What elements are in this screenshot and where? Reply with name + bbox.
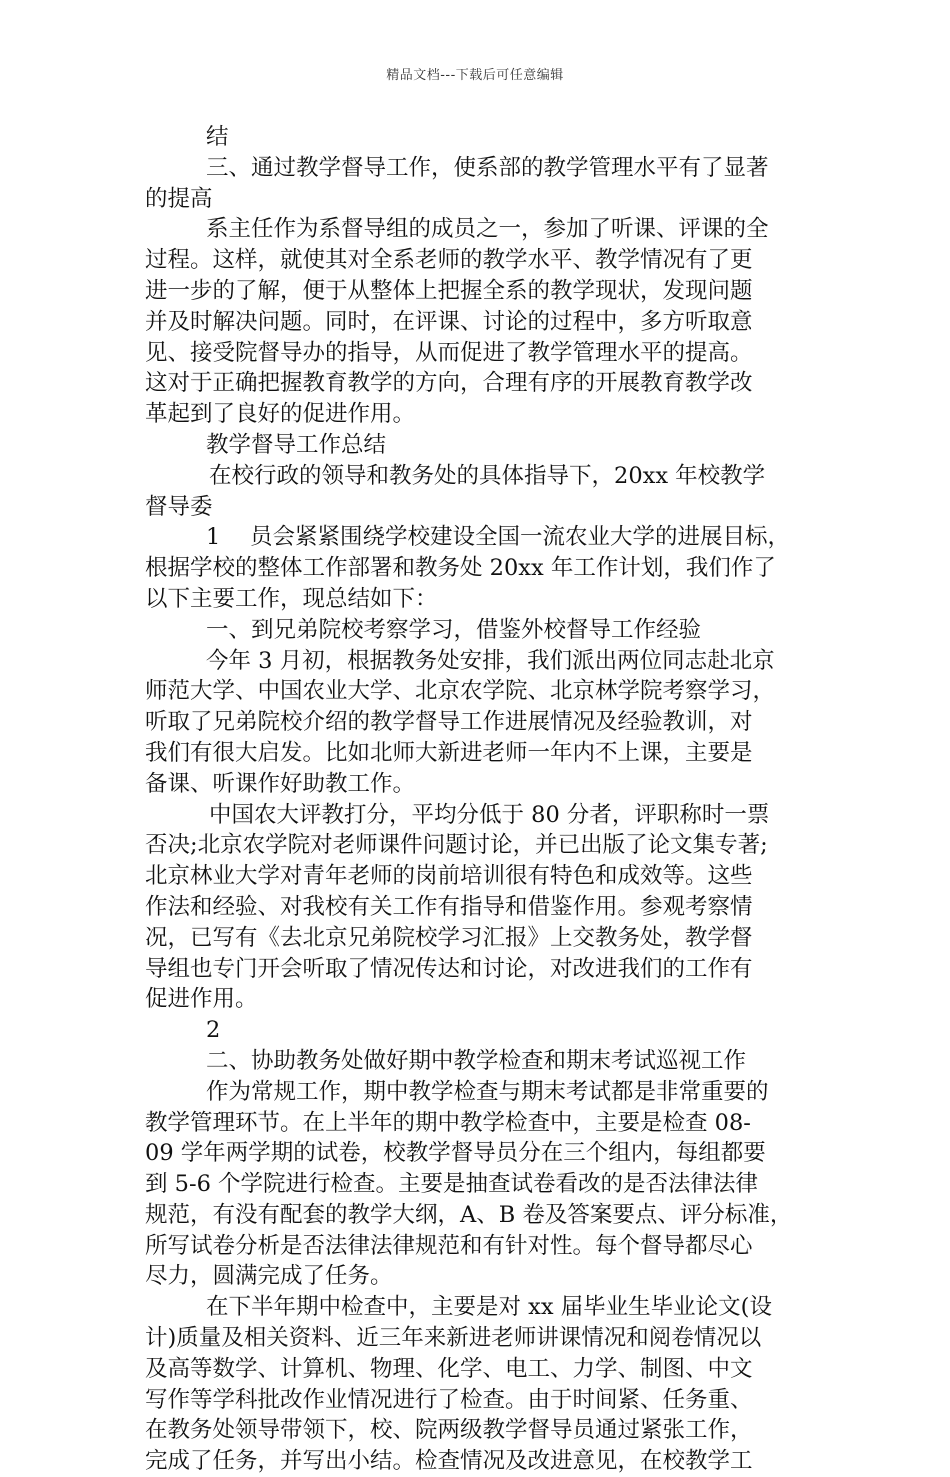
text-line: 作为常规工作，期中教学检查与期末考试都是非常重要的 (206, 1078, 769, 1105)
text-line: 三、通过教学督导工作，使系部的教学管理水平有了显著 (206, 154, 769, 181)
text-line: 北京林业大学对青年老师的岗前培训很有特色和成效等。这些 (145, 863, 753, 890)
text-line: 在教务处领导带领下，校、院两级教学督导员通过紧张工作， (145, 1417, 753, 1444)
text-line: 师范大学、中国农业大学、北京农学院、北京林学院考察学习， (145, 678, 776, 705)
text-line: 在校行政的领导和教务处的具体指导下，20xx 年校教学 (209, 462, 766, 489)
text-line: 及高等数学、计算机、物理、化学、电工、力学、制图、中文 (145, 1355, 753, 1382)
text-line: 否决;北京农学院对老师课件问题讨论，并已出版了论文集专著; (145, 832, 768, 859)
text-line: 到 5-6 个学院进行检查。主要是抽查试卷看改的是否法律法律 (145, 1171, 759, 1198)
text-line: 备课、听课作好助教工作。 (145, 770, 416, 797)
text-line: 我们有很大启发。比如北师大新进老师一年内不上课，主要是 (145, 739, 753, 766)
text-line: 并及时解决问题。同时，在评课、讨论的过程中，多方听取意 (145, 308, 753, 335)
text-line: 计)质量及相关资料、近三年来新进老师讲课情况和阅卷情况以 (145, 1325, 762, 1352)
text-line: 革起到了良好的促进作用。 (145, 401, 416, 428)
text-line: 听取了兄弟院校介绍的教学督导工作进展情况及经验教训，对 (145, 709, 753, 736)
text-line: 所写试卷分析是否法律法律规范和有针对性。每个督导都尽心 (145, 1232, 753, 1259)
page-header: 精品文档---下载后可任意编辑 (386, 68, 564, 83)
text-line: 写作等学科批改作业情况进行了检查。由于时间紧、任务重、 (145, 1386, 753, 1413)
text-line: 今年 3 月初，根据教务处安排，我们派出两位同志赴北京 (206, 647, 775, 674)
text-line: 教学督导工作总结 (206, 431, 387, 458)
text-line: 在下半年期中检查中，主要是对 xx 届毕业生毕业论文(设 (206, 1294, 772, 1321)
text-line: 2 (206, 1017, 221, 1044)
text-line: 09 学年两学期的试卷，校教学督导员分在三个组内，每组都要 (145, 1140, 766, 1167)
text-line: 尽力，圆满完成了任务。 (145, 1263, 393, 1290)
text-line: 以下主要工作，现总结如下： (145, 585, 438, 612)
text-line: 的提高 (145, 185, 213, 212)
text-line: 进一步的了解，便于从整体上把握全系的教学现状，发现问题 (145, 277, 753, 304)
text-line: 中国农大评教打分，平均分低于 80 分者，评职称时一票 (209, 801, 770, 828)
text-line: 过程。这样，就使其对全系老师的教学水平、教学情况有了更 (145, 247, 753, 274)
document-body (145, 122, 810, 1477)
text-line: 见、接受院督导办的指导，从而促进了教学管理水平的提高。 (145, 339, 753, 366)
text-line: 二、协助教务处做好期中教学检查和期末考试巡视工作 (206, 1047, 747, 1074)
text-line: 1 员会紧紧围绕学校建设全国一流农业大学的进展目标， (206, 524, 790, 551)
text-line: 规范，有没有配套的教学大纲，A、B 卷及答案要点、评分标准， (145, 1201, 793, 1228)
text-line: 作法和经验、对我校有关工作有指导和借鉴作用。参观考察情 (145, 893, 753, 920)
text-line: 结 (206, 124, 229, 150)
text-line: 促进作用。 (145, 986, 258, 1013)
text-line: 系主任作为系督导组的成员之一，参加了听课、评课的全 (206, 216, 769, 243)
text-line: 教学管理环节。在上半年的期中教学检查中，主要是检查 08- (145, 1109, 751, 1136)
text-line: 完成了任务，并写出小结。检查情况及改进意见，在校教学工 (145, 1448, 753, 1475)
text-line: 根据学校的整体工作部署和教务处 20xx 年工作计划，我们作了 (145, 555, 776, 582)
text-line: 督导委 (145, 493, 213, 520)
text-line: 导组也专门开会听取了情况传达和讨论，对改进我们的工作有 (145, 955, 753, 982)
text-line: 一、到兄弟院校考察学习，借鉴外校督导工作经验 (206, 616, 702, 643)
text-line: 这对于正确把握教育教学的方向，合理有序的开展教育教学改 (145, 370, 753, 397)
text-line: 况，已写有《去北京兄弟院校学习汇报》上交教务处，教学督 (145, 924, 753, 951)
